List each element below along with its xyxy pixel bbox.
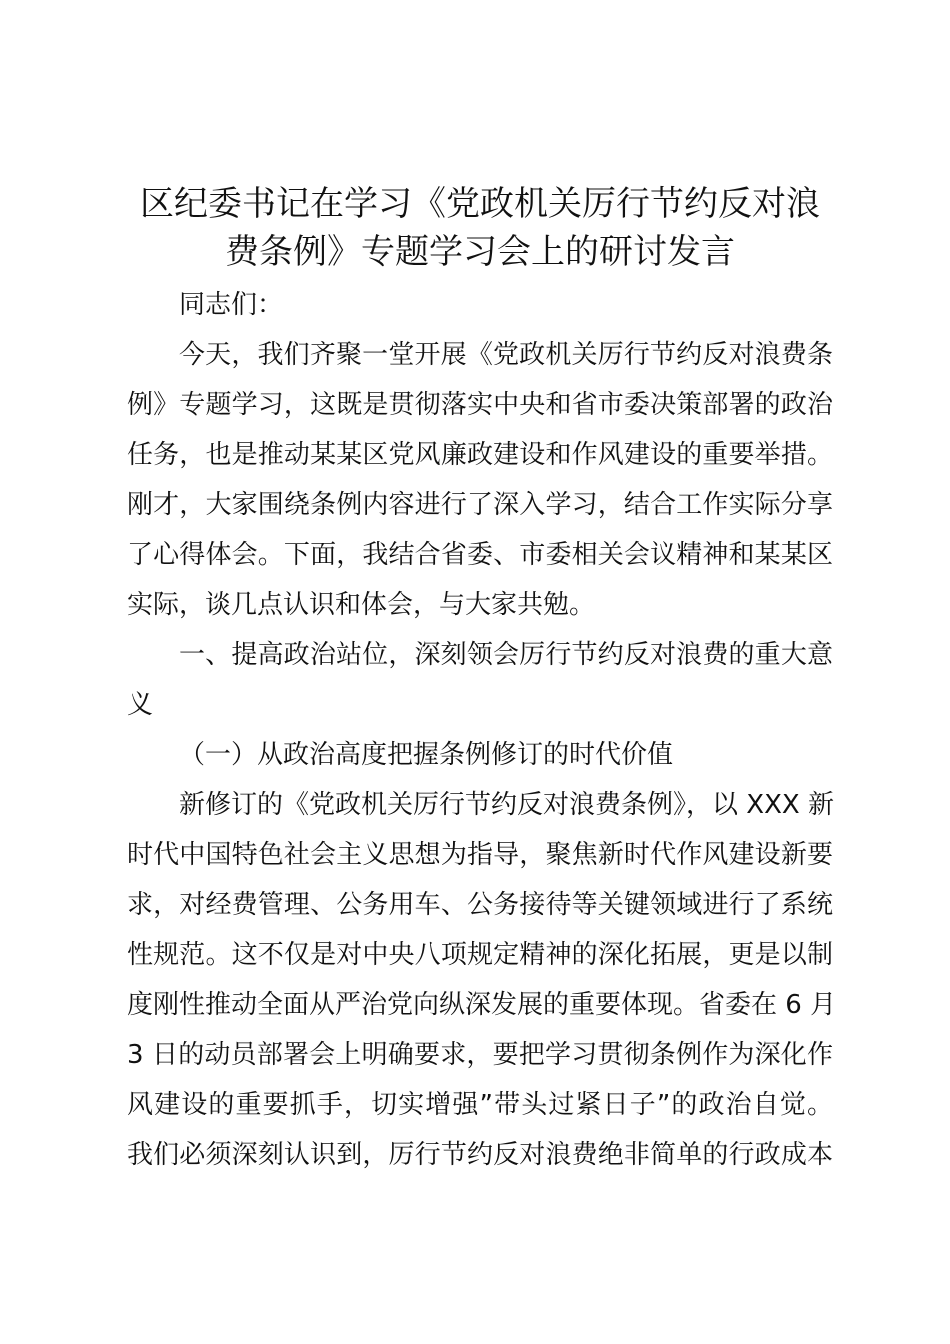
- body-line: 今天，我们齐聚一堂开展《党政机关厉行节约反对浪费条: [179, 340, 833, 370]
- body-line: 任务，也是推动某某区党风廉政建设和作风建设的重要举措。: [127, 440, 833, 470]
- body-line: 新修订的《党政机关厉行节约反对浪费条例》，以 XXX 新: [179, 790, 834, 820]
- body-line: 度刚性推动全面从严治党向纵深发展的重要体现。省委在 6 月: [127, 990, 837, 1020]
- body-line: 例》专题学习，这既是贯彻落实中央和省市委决策部署的政治: [127, 390, 833, 420]
- section-heading-line: 义: [127, 690, 154, 720]
- title-line-2: 费条例》专题学习会上的研讨发言: [225, 232, 735, 272]
- subsection-heading: （一）从政治高度把握条例修订的时代价值: [179, 740, 674, 770]
- body-line: 我们必须深刻认识到，厉行节约反对浪费绝非简单的行政成本: [127, 1140, 833, 1170]
- body-line: 刚才，大家围绕条例内容进行了深入学习，结合工作实际分享: [127, 490, 833, 520]
- body-line: 实际，谈几点认识和体会，与大家共勉。: [127, 590, 596, 620]
- section-heading-line: 一、提高政治站位，深刻领会厉行节约反对浪费的重大意: [179, 640, 833, 670]
- document-body: [127, 280, 837, 1180]
- body-line: 了心得体会。下面，我结合省委、市委相关会议精神和某某区: [127, 540, 833, 570]
- document-page: [127, 180, 837, 1180]
- salutation: 同志们：: [179, 290, 284, 320]
- body-line: 3 日的动员部署会上明确要求，要把学习贯彻条例作为深化作: [127, 1040, 833, 1070]
- body-line: 风建设的重要抓手，切实增强”带头过紧日子”的政治自觉。: [127, 1090, 833, 1120]
- title-line-1: 区纪委书记在学习《党政机关厉行节约反对浪: [140, 184, 820, 224]
- body-line: 求，对经费管理、公务用车、公务接待等关键领域进行了系统: [127, 890, 833, 920]
- body-line: 性规范。这不仅是对中央八项规定精神的深化拓展，更是以制: [127, 940, 833, 970]
- document-title: [127, 180, 833, 276]
- body-line: 时代中国特色社会主义思想为指导，聚焦新时代作风建设新要: [127, 840, 833, 870]
